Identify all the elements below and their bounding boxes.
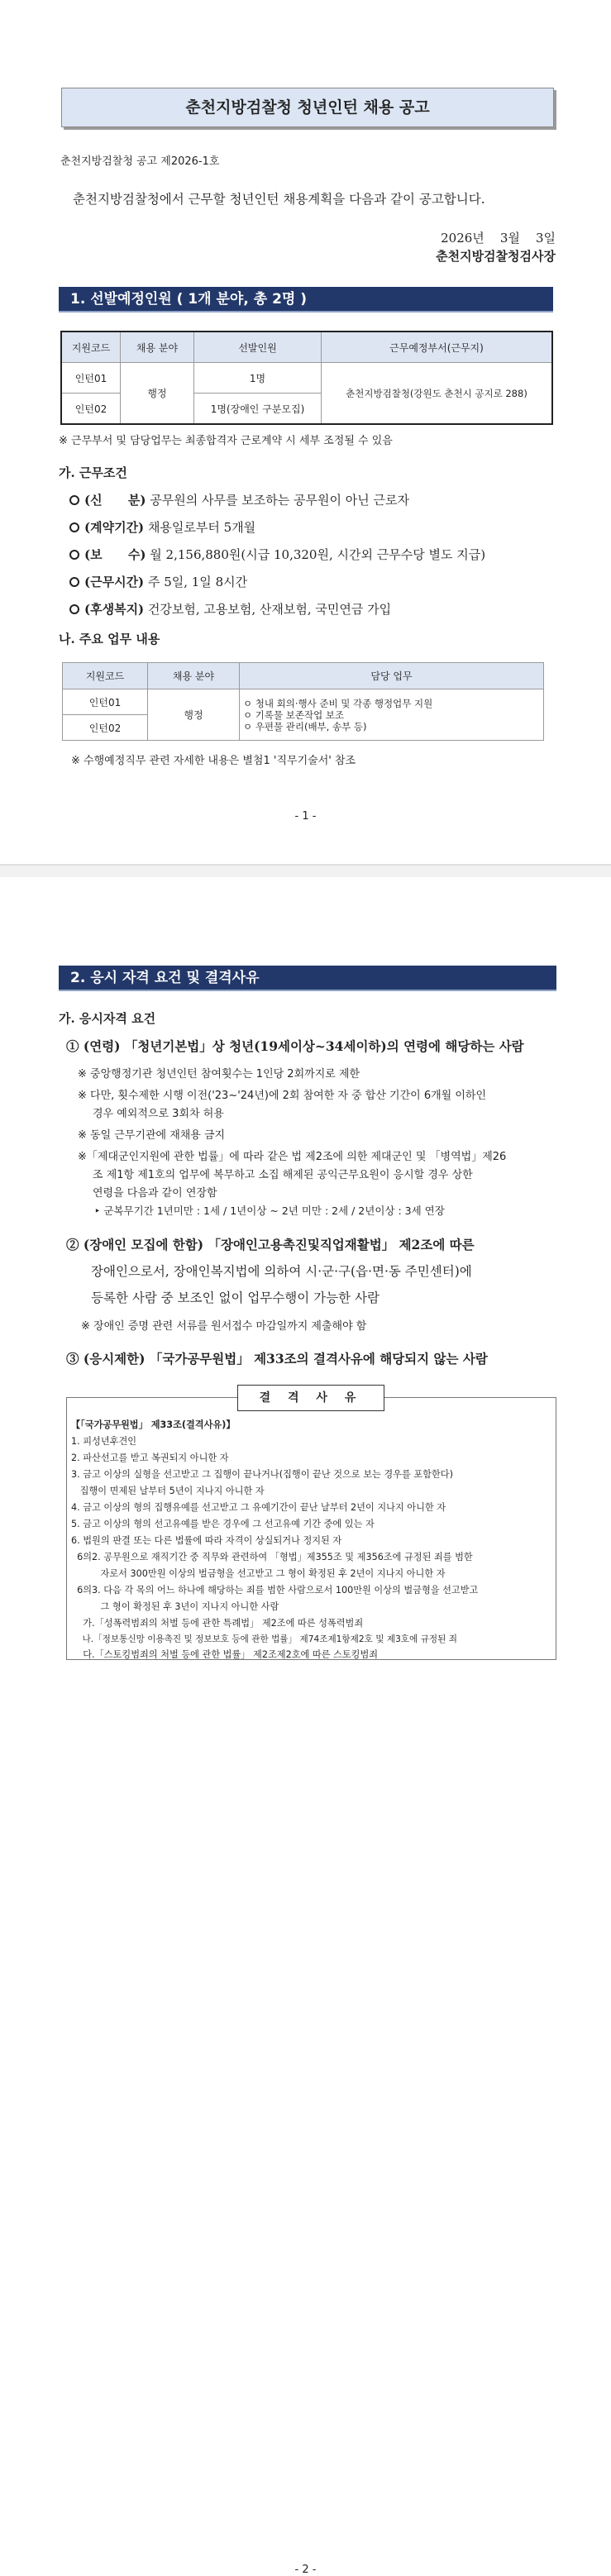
disq-line: 【「국가공무원법」 제33조(결격사유)】	[71, 1419, 236, 1430]
requirement-age: ① (연령) 「청년기본법」상 청년(19세이상~34세이하)의 연령에 해당하는 사람	[66, 1038, 524, 1054]
age-note: ※ 동일 근무기관에 재채용 금지	[78, 1129, 226, 1142]
note-2: ※ 수행예정직무 관련 자세한 내용은 별첨1 '직무기술서' 참조	[71, 755, 356, 767]
page-2	[0, 877, 611, 2576]
duty-item: ㅇ 기록물 보존작업 보조	[243, 708, 345, 721]
table-header: 근무예정부서(근무지)	[322, 332, 553, 363]
table-row	[63, 689, 544, 715]
notice-number: 춘천지방검찰청 공고 제2026-1호	[60, 155, 220, 168]
intro-text: 춘천지방검찰청에서 근무할 청년인턴 채용계획을 다음과 같이 공고합니다.	[73, 192, 485, 207]
disq-line: 나.「정보통신망 이용촉진 및 정보보호 등에 관한 법률」 제74조제1항제2호 및 제3호에 규정된 죄	[71, 1634, 457, 1644]
disq-line: 6의2. 공무원으로 재직기간 중 직무와 관련하여 「형법」제355조 및 제356조에 규정된 죄를 범한	[71, 1552, 473, 1562]
condition-label: (후생복지)	[84, 602, 145, 617]
table-header-row	[63, 663, 544, 689]
table-header: 지원코드	[61, 332, 121, 363]
bullet-icon	[69, 522, 79, 532]
condition-text: 건강보험, 고용보험, 산재보험, 국민연금 가입	[147, 602, 392, 617]
condition-item	[69, 491, 409, 508]
page-1	[0, 0, 611, 865]
disq-line: 집행이 면제된 날부터 5년이 지나지 아니한 자	[71, 1486, 265, 1496]
bullet-icon	[69, 550, 79, 560]
condition-item	[69, 573, 247, 590]
disq-line: 4. 금고 이상의 형의 집행유예를 선고받고 그 유예기간이 끝난 날부터 2년이 지나지 아니한 자	[71, 1502, 446, 1513]
count-cell: 1명(장애인 구분모집)	[194, 394, 322, 425]
disqualification-title: 결 격 사 유	[237, 1385, 384, 1411]
page-number: - 1 -	[294, 810, 317, 823]
code-cell: 인턴02	[61, 394, 121, 425]
section-1-header: 1. 선발예정인원 ( 1개 분야, 총 2명 )	[59, 287, 553, 312]
condition-item	[69, 600, 391, 618]
condition-text: 월 2,156,880원(시급 10,320원, 시간외 근무수당 별도 지급)	[150, 547, 486, 562]
age-note: 경우 예외적으로 3회차 허용	[93, 1108, 224, 1120]
age-note: 조 제1항 제1호의 업무에 복무하고 소집 해제된 공익근무요원이 응시할 경우 상한	[93, 1169, 473, 1181]
table-header-row	[61, 332, 552, 363]
duties-cell	[240, 689, 544, 741]
dept-cell: 춘천지방검찰청(강원도 춘천시 공지로 288)	[322, 363, 553, 425]
code-cell: 인턴01	[61, 363, 121, 394]
requirement-restriction: ③ (응시제한) 「국가공무원법」 제33조의 결격사유에 해당되지 않는 사람	[66, 1351, 488, 1367]
disq-line: 다.「스토킹범죄의 처벌 등에 관한 법률」 제2조제2호에 따른 스토킹범죄	[71, 1649, 379, 1660]
condition-item	[69, 546, 485, 563]
table-header: 채용 분야	[121, 332, 194, 363]
note-1: ※ 근무부서 및 담당업무는 최종합격자 근로계약 시 세부 조정될 수 있음	[59, 435, 393, 447]
condition-text: 주 5일, 1일 8시간	[147, 575, 248, 589]
requirement-disability-cont: 장애인으로서, 장애인복지법에 의하여 시·군·구(읍·면·동 주민센터)에	[91, 1264, 472, 1279]
requirement-disability-cont: 등록한 사람 중 보조인 없이 업무수행이 가능한 사람	[91, 1290, 379, 1305]
bullet-icon	[69, 495, 79, 505]
requirement-disability: ② (장애인 모집에 한함) 「장애인고용촉진및직업재활법」 제2조에 따른	[66, 1237, 475, 1252]
age-note: ※ 중앙행정기관 청년인턴 참여횟수는 1인당 2회까지로 제한	[78, 1068, 360, 1080]
table-header: 선발인원	[194, 332, 322, 363]
table-header: 담당 업무	[240, 663, 544, 689]
subheading-ga: 가. 응시자격 요건	[59, 1011, 156, 1026]
disq-line: 2. 파산선고를 받고 복권되지 아니한 자	[71, 1453, 229, 1463]
table-header: 지원코드	[63, 663, 148, 689]
condition-label: (신 분)	[84, 493, 146, 508]
bullet-icon	[69, 577, 79, 587]
duties-table	[62, 662, 544, 741]
condition-text: 공무원의 사무를 보조하는 공무원이 아닌 근로자	[150, 493, 409, 508]
table-header: 채용 분야	[148, 663, 240, 689]
condition-label: (근무시간)	[84, 575, 145, 589]
age-note: ※「제대군인지원에 관한 법률」에 따라 같은 법 제2조에 의한 제대군인 및 「병역법」제26	[78, 1151, 507, 1163]
disq-line: 3. 금고 이상의 실형을 선고받고 그 집행이 끝나거나(집행이 끝난 것으로 보는 경우를 포함한다)	[71, 1469, 453, 1480]
bullet-icon	[69, 604, 79, 614]
condition-item	[69, 518, 255, 536]
age-note: ‣ 군복무기간 1년미만 : 1세 / 1년이상 ~ 2년 미만 : 2세 / 2년이상 : 3세 연장	[94, 1205, 445, 1217]
condition-text: 채용일로부터 5개월	[147, 520, 256, 535]
subheading-na: 나. 주요 업무 내용	[59, 632, 160, 646]
disq-line: 6의3. 다음 각 목의 어느 하나에 해당하는 죄를 범한 사람으로서 100만원 이상의 벌금형을 선고받고	[71, 1585, 479, 1596]
duty-item: ㅇ 우편물 관리(배부, 송부 등)	[243, 720, 367, 732]
disq-line: 가.「성폭력범죄의 처벌 등에 관한 특례법」 제2조에 따른 성폭력범죄	[71, 1618, 364, 1629]
disq-line: 5. 금고 이상의 형의 선고유예를 받은 경우에 그 선고유예 기간 중에 있는 자	[71, 1519, 375, 1529]
count-cell: 1명	[194, 363, 322, 394]
field-cell: 행정	[121, 363, 194, 425]
disq-line: 자로서 300만원 이상의 벌금형을 선고받고 그 형이 확정된 후 2년이 지나지 아니한 자	[71, 1568, 446, 1579]
disability-note: ※ 장애인 증명 관련 서류를 원서접수 마감일까지 제출해야 함	[81, 1320, 367, 1333]
age-note: 연령을 다음과 같이 연장함	[93, 1187, 217, 1200]
recruitment-table	[60, 331, 553, 425]
section-2-header: 2. 응시 자격 요건 및 결격사유	[59, 966, 556, 991]
duty-item: ㅇ 청내 회의·행사 준비 및 각종 행정업무 지원	[243, 697, 433, 709]
age-note: ※ 다만, 횟수제한 시행 이전('23~'24년)에 2회 참여한 자 중 합산 기간이 6개월 이하인	[78, 1090, 487, 1102]
page-number: - 2 -	[294, 2564, 317, 2576]
code-cell: 인턴02	[63, 715, 148, 741]
disq-line: 1. 피성년후견인	[71, 1436, 137, 1447]
page-separator	[0, 865, 611, 878]
disq-line: 그 형이 확정된 후 3년이 지나지 아니한 사람	[71, 1601, 279, 1612]
page-title: 춘천지방검찰청 청년인턴 채용 공고	[61, 88, 554, 127]
condition-label: (계약기간)	[84, 520, 145, 535]
issuer: 춘천지방검찰청검사장	[436, 249, 556, 264]
announcement-date: 2026년 3월 3일	[441, 231, 556, 246]
code-cell: 인턴01	[63, 689, 148, 715]
subheading-ga: 가. 근무조건	[59, 465, 127, 480]
field-cell: 행정	[148, 689, 240, 741]
table-row	[61, 363, 552, 394]
condition-label: (보 수)	[84, 547, 146, 562]
disq-line: 6. 법원의 판결 또는 다른 법률에 따라 자격이 상실되거나 정지된 자	[71, 1535, 342, 1546]
